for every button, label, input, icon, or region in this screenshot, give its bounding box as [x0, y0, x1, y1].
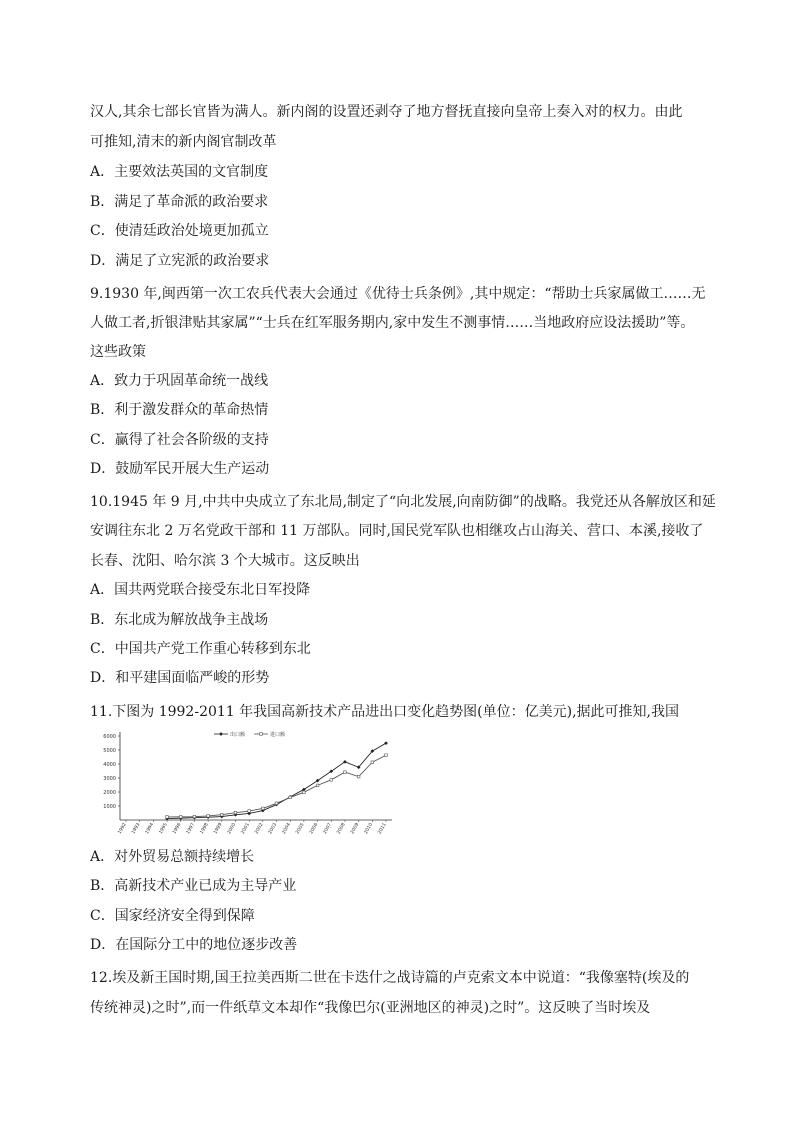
q10-option-d: D．和平建国面临严峻的形势	[90, 670, 270, 686]
x-tick-label: 2006	[309, 822, 320, 836]
x-tick-label: 2000	[227, 822, 238, 836]
q9-text-line-1: 9.1930 年,闽西第一次工农兵代表大会通过《优待士兵条例》,其中规定：“帮助士兵家属做工……无	[90, 286, 706, 302]
x-tick-label: 1999	[213, 822, 224, 836]
import-point	[344, 771, 347, 774]
import-point	[166, 816, 169, 819]
x-tick-label: 2009	[350, 822, 361, 836]
x-tick-label: 1996	[172, 822, 183, 836]
q12-text-line-1: 12.埃及新王国时期,国王拉美西斯二世在卡迭什之战诗篇的卢克索文本中说道：“我像塞特(埃及的	[90, 970, 690, 986]
q9-option-b: B．利于激发群众的革命热情	[90, 402, 269, 418]
legend-import-label: 进口额	[270, 732, 286, 738]
q8-option-a: A．主要效法英国的文官制度	[90, 164, 269, 180]
x-tick-label: 2011	[377, 822, 388, 836]
export-point	[384, 741, 388, 745]
x-tick-label: 1992	[117, 822, 128, 836]
q10-option-c: C．中国共产党工作重心转移到东北	[90, 641, 311, 657]
import-point	[262, 807, 265, 810]
x-tick-label: 2010	[363, 822, 375, 836]
import-point	[316, 784, 319, 787]
legend-import-marker	[260, 733, 263, 736]
x-tick-label: 2002	[254, 822, 265, 836]
legend-export-marker	[219, 732, 223, 736]
q9-option-c: C．赢得了社会各阶级的支持	[90, 432, 269, 448]
q10-text-line-2: 安调往东北 2 万名党政干部和 11 万部队。同时,国民党军队也相继攻占山海关、营口、本溪,接收了	[90, 523, 704, 539]
q9-option-a: A．致力于巩固革命统一战线	[90, 373, 269, 389]
y-tick-label: 5000	[103, 748, 116, 754]
q9-option-d: D．鼓励军民开展大生产运动	[90, 461, 270, 477]
import-point	[275, 802, 278, 805]
q10-option-b: B．东北成为解放战争主战场	[90, 612, 269, 628]
x-tick-label: 2005	[295, 822, 306, 836]
import-point	[303, 791, 306, 794]
trade-line-chart	[92, 728, 402, 840]
y-tick-label: 3000	[103, 776, 116, 782]
x-tick-label: 1994	[144, 822, 156, 836]
x-tick-label: 1995	[158, 822, 169, 836]
import-point	[179, 816, 182, 819]
q11-option-c: C．国家经济安全得到保障	[90, 908, 255, 924]
y-tick-label: 6000	[103, 734, 116, 740]
import-point	[385, 754, 388, 757]
q8-text-line-1: 汉人,其余七部长官皆为满人。新内阁的设置还剥夺了地方督抚直接向皇帝上奏入对的权力。由此	[90, 104, 683, 120]
x-tick-label: 1998	[199, 822, 210, 836]
x-tick-label: 2003	[268, 822, 279, 836]
q9-text-line-3: 这些政策	[90, 344, 146, 360]
y-tick-label: 1000	[103, 804, 116, 810]
x-tick-label: 1993	[131, 822, 142, 836]
y-tick-label: 2000	[103, 790, 116, 796]
import-point	[330, 779, 333, 782]
y-tick-label: 4000	[103, 762, 116, 768]
import-point	[248, 810, 251, 813]
q11-text-line-1: 11.下图为 1992-2011 年我国高新技术产品进出口变化趋势图(单位：亿美元),据此可推知,我国	[90, 704, 679, 720]
x-tick-label: 1997	[185, 822, 197, 836]
q11-option-a: A．对外贸易总额持续增长	[90, 849, 255, 865]
import-point	[220, 813, 223, 816]
q10-text-line-1: 10.1945 年 9 月,中共中央成立了东北局,制定了“向北发展,向南防御”的战略。我党还从各解放区和延	[90, 494, 716, 510]
x-tick-label: 2004	[281, 822, 292, 836]
import-point	[357, 775, 360, 778]
q8-option-b: B．满足了革命派的政治要求	[90, 194, 269, 210]
import-point	[234, 811, 237, 814]
q10-text-line-3: 长春、沈阳、哈尔滨 3 个大城市。这反映出	[90, 553, 360, 569]
import-point	[289, 796, 292, 799]
x-tick-label: 2007	[322, 822, 333, 836]
import-point	[371, 761, 374, 764]
import-point	[207, 815, 210, 818]
q8-option-c: C．使清廷政治处境更加孤立	[90, 223, 269, 239]
q10-option-a: A．国共两党联合接受东北日军投降	[90, 582, 311, 598]
q8-text-line-2: 可推知,清末的新内阁官制改革	[90, 134, 277, 150]
q11-option-d: D．在国际分工中的地位逐步改善	[90, 937, 298, 953]
x-tick-label: 2008	[336, 822, 347, 836]
series-line-export	[167, 743, 386, 818]
q9-text-line-2: 人做工者,折银津贴其家属”“士兵在红军服务期内,家中发生不测事情……当地政府应设法援助”等。	[90, 315, 695, 331]
legend-export-label: 出口额	[230, 732, 246, 738]
q12-text-line-2: 传统神灵)之时”,而一件纸草文本却作“我像巴尔(亚洲地区的神灵)之时”。这反映了当时埃及	[90, 1000, 651, 1016]
x-tick-label: 2001	[240, 822, 251, 836]
import-point	[193, 815, 196, 818]
q8-option-d: D．满足了立宪派的政治要求	[90, 253, 270, 269]
series-line-import	[167, 755, 386, 817]
q11-option-b: B．高新技术产业已成为主导产业	[90, 878, 297, 894]
